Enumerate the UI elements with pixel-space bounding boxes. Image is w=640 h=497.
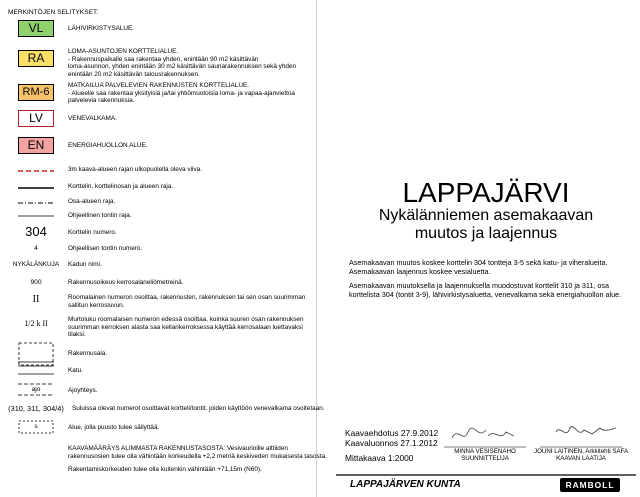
desc2-line-0: Asemakaavan muutoksella ja laajennuksella muodostuvat korttelit 310 ja 311, osa: [349, 281, 609, 290]
floor-area-symbol: 900: [30, 279, 42, 286]
block-no-text: Korttelin numero.: [68, 229, 117, 236]
signer2-name: JOUNI LAITINEN, Arkkitehti SAFA: [534, 448, 629, 455]
height-text: Rakentamiskorkeuden tulee olla kuitenkin vähintään +71,15m (N60).: [68, 466, 262, 473]
block-line-text: Korttelin, korttelinosan ja alueen raja.: [68, 183, 174, 190]
scale-text: Mittakaava 1:2000: [345, 453, 414, 463]
desc1-line-0: Asemakaavan muutos koskee korttelin 304 tontteja 3-5 sekä katu- ja viheralueita.: [349, 258, 608, 267]
fraction-text-0: Murtoluku roomalaisen numeron edessä osoittaa, kuinka suuren osan rakennuksen: [68, 316, 304, 323]
plot-line-text: Ohjeellinen tontin raja.: [68, 212, 132, 219]
date-ehdotus: Kaavaehdotus 27.9.2012: [345, 428, 439, 438]
rm6-code: RM-6: [22, 86, 50, 98]
vl-code: VL: [28, 21, 44, 35]
kaava-text-0: KAAVAMÄÄRÄYS ALIMMASTA RAKENNUSTASOSTA: Vesivaurioille alttiiden: [68, 445, 288, 452]
desc1-line-1: Asemakaavan laajennus koskee vesialuetta.: [349, 267, 491, 276]
vl-line-0: LÄHIVIRKISTYSALUE.: [68, 25, 135, 32]
plan-subtitle-2: muutos ja laajennus: [414, 225, 558, 242]
plan-subtitle-1: Nykälänniemen asemakaavan: [378, 207, 594, 224]
plot-no-text: Ohjeellisen tontin numero.: [68, 245, 143, 252]
kaava-text-1: rakennusosien tulee olla vähintään korkeudella +2,2 metriä keskiveden mukaisesta tasosta.: [68, 452, 327, 460]
street-text: Kadun nimi.: [68, 261, 102, 268]
ra-line-2: loma-asunnon, yhden enintään 30 m2 käsittävän saunarakennuksen sekä yhden: [68, 63, 297, 71]
s-area-text: Alue, jolla puusto tulee säilyttää.: [68, 424, 160, 431]
plot-no-symbol: 4: [34, 245, 38, 252]
municipality-name: LAPPAJÄRVEN KUNTA: [350, 479, 461, 490]
lv-line-0: VENEVALKAMA.: [68, 115, 117, 122]
katu-text: Katu.: [68, 367, 83, 374]
desc2-line-1: korttelista 304 (tontit 3-9), lähivirkistysaluetta, venevalkama sekä energiahuollon alue.: [349, 290, 622, 299]
legend-heading: MERKINTÖJEN SELITYKSET:: [8, 9, 99, 16]
signature-laitinen: [556, 427, 616, 434]
signer1-name: MINNA VESISENAHO: [454, 448, 516, 455]
ajo-text: Ajoyhteys.: [68, 387, 98, 394]
signature-vesisenaho: [452, 428, 514, 438]
ra-line-0: LOMA-ASUNTOJEN KORTTELIALUE.: [68, 48, 179, 55]
en-code: EN: [27, 138, 45, 152]
street-symbol: NYKÄLÄNKUJA: [12, 261, 60, 268]
ra-line-3: enintään 20 m2 käsittävän talousrakennuksen.: [68, 70, 200, 78]
ramboll-logo-text: RAMBOLL: [565, 480, 615, 490]
fraction-symbol: 1/2 k II: [24, 319, 48, 328]
en-line-0: ENERGIAHUOLLON ALUE.: [68, 142, 148, 149]
signer2-role: KAAVAN LAATIJA: [556, 455, 606, 463]
date-luonnos: Kaavaluonnos 27.1.2012: [345, 438, 438, 448]
floors-symbol: II: [32, 294, 40, 305]
rm6-line-2: palvelevia rakennuksia.: [68, 97, 135, 105]
ra-line-1: - Rakennuspaikalle saa rakentaa yhden, enintään 90 m2 käsittävän: [68, 55, 259, 63]
part-line-text: Osa-alueen raja.: [68, 198, 116, 205]
floors-text-1: sallitun kerrosluvun.: [68, 301, 125, 309]
s-area-code: s: [34, 423, 38, 430]
rm6-line-0: MATKAILUA PALVELEVIEN RAKENNUSTEN KORTTELIALUE.: [68, 82, 250, 89]
parens-text: Suluissa olevat numerot osoittavat kortteli/tontit, joiden käyttöön venevalkama osoitetaan.: [72, 405, 325, 412]
block-no-symbol: 304: [25, 224, 47, 239]
ramboll-logo: [560, 478, 620, 492]
fraction-text-1: suurimman kerroksen alasta saa kellarikerroksessa käyttää kerrosalaan luettavaksi: [68, 323, 303, 331]
building-area-text: Rakennusala.: [68, 350, 108, 357]
ra-code: RA: [27, 51, 45, 65]
floor-area-text: Rakennusoikeus kerrosalaneliömetreinä.: [68, 279, 184, 286]
fraction-text-2: tilaksi.: [68, 331, 86, 339]
ajo-symbol: ajo: [31, 386, 41, 393]
signer1-role: SUUNNITTELIJA: [461, 455, 509, 463]
lv-code: LV: [29, 111, 43, 125]
red-dash-text: 3m kaava-alueen rajan ulkopuolella oleva viiva.: [68, 166, 202, 173]
rm6-line-1: - Alueelle saa rakentaa yksityisiä ja/tai yhtiömuotoisia loma- ja vapaa-ajanviettoa: [68, 89, 295, 97]
plan-title: LAPPAJÄRVI: [402, 177, 570, 208]
parens-symbol: (310, 311, 304/4): [8, 404, 64, 413]
floors-text-0: Roomalainen numeron osoittaa, rakennusten, rakennuksen tai sen osan suurimman: [68, 294, 306, 301]
